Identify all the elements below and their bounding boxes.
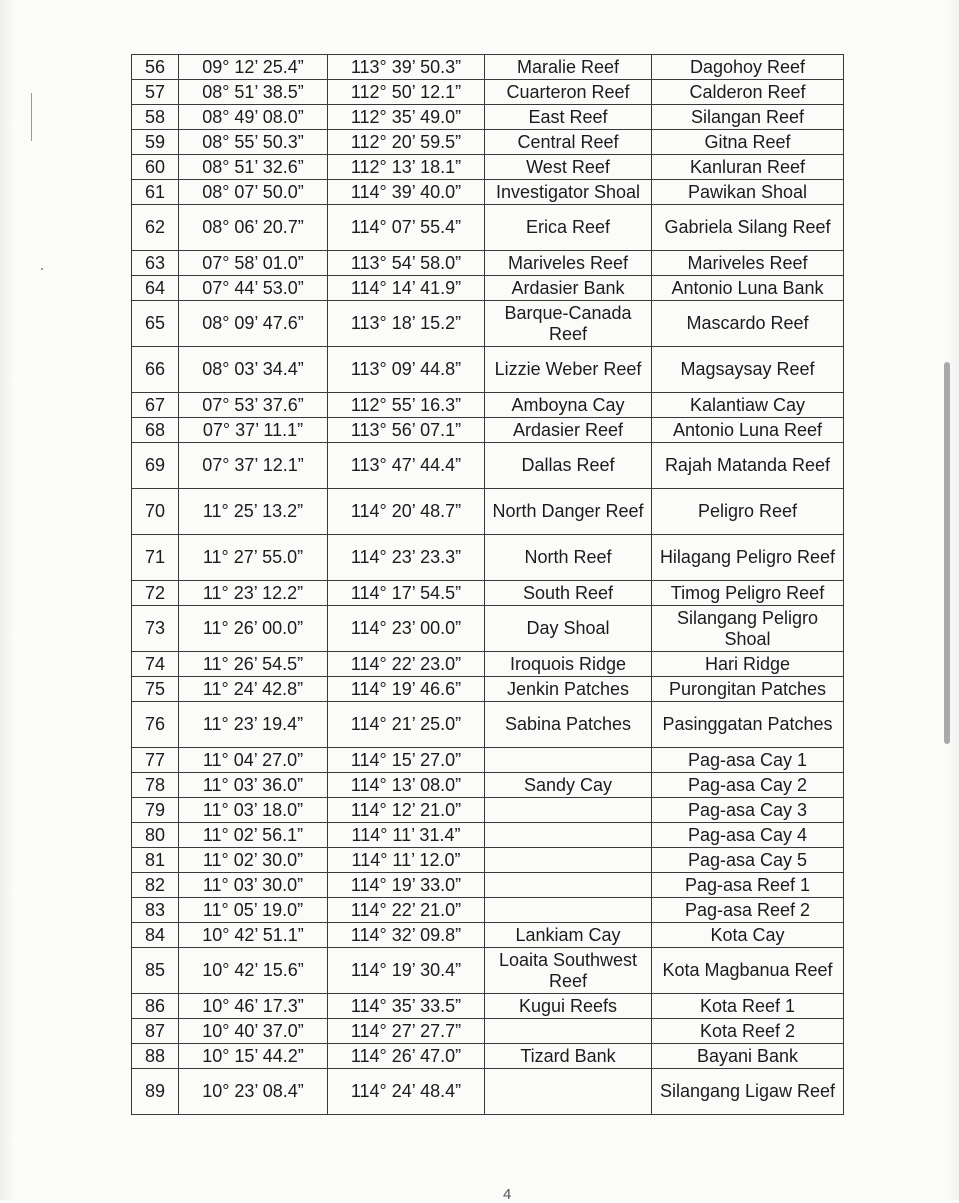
international-name-cell <box>485 898 652 923</box>
row-number: 70 <box>132 489 179 535</box>
philippine-name-cell: Mariveles Reef <box>652 251 844 276</box>
philippine-name-cell: Bayani Bank <box>652 1044 844 1069</box>
latitude-cell: 10° 40’ 37.0” <box>179 1019 328 1044</box>
international-name-cell: Barque-Canada Reef <box>485 301 652 347</box>
latitude-cell: 10° 46’ 17.3” <box>179 994 328 1019</box>
table-row <box>132 823 844 848</box>
longitude-cell: 114° 07’ 55.4” <box>328 205 485 251</box>
international-name-cell: Lankiam Cay <box>485 923 652 948</box>
page-number: 4 <box>503 1186 512 1203</box>
latitude-cell: 11° 24’ 42.8” <box>179 677 328 702</box>
row-number: 64 <box>132 276 179 301</box>
table-row <box>132 393 844 418</box>
international-name-cell: Ardasier Bank <box>485 276 652 301</box>
philippine-name-cell: Hilagang Peligro Reef <box>652 535 844 581</box>
international-name-cell: Day Shoal <box>485 606 652 652</box>
latitude-cell: 07° 37’ 11.1” <box>179 418 328 443</box>
table-row <box>132 848 844 873</box>
international-name-cell <box>485 748 652 773</box>
international-name-cell <box>485 798 652 823</box>
row-number: 56 <box>132 55 179 80</box>
table-row <box>132 443 844 489</box>
row-number: 88 <box>132 1044 179 1069</box>
latitude-cell: 11° 03’ 36.0” <box>179 773 328 798</box>
row-number: 63 <box>132 251 179 276</box>
longitude-cell: 112° 20’ 59.5” <box>328 130 485 155</box>
row-number: 59 <box>132 130 179 155</box>
international-name-cell: Investigator Shoal <box>485 180 652 205</box>
table-row <box>132 180 844 205</box>
latitude-cell: 08° 55’ 50.3” <box>179 130 328 155</box>
row-number: 89 <box>132 1069 179 1115</box>
international-name-cell: Kugui Reefs <box>485 994 652 1019</box>
table-row <box>132 1019 844 1044</box>
philippine-name-cell: Kota Cay <box>652 923 844 948</box>
table-row <box>132 923 844 948</box>
longitude-cell: 114° 23’ 00.0” <box>328 606 485 652</box>
table-row <box>132 535 844 581</box>
longitude-cell: 114° 35’ 33.5” <box>328 994 485 1019</box>
table-row <box>132 798 844 823</box>
latitude-cell: 11° 25’ 13.2” <box>179 489 328 535</box>
table-row <box>132 1069 844 1115</box>
row-number: 83 <box>132 898 179 923</box>
row-number: 82 <box>132 873 179 898</box>
international-name-cell: Loaita Southwest Reef <box>485 948 652 994</box>
row-number: 67 <box>132 393 179 418</box>
longitude-cell: 114° 32’ 09.8” <box>328 923 485 948</box>
row-number: 79 <box>132 798 179 823</box>
latitude-cell: 08° 49’ 08.0” <box>179 105 328 130</box>
table-row <box>132 873 844 898</box>
philippine-name-cell: Peligro Reef <box>652 489 844 535</box>
philippine-name-cell: Pag-asa Reef 1 <box>652 873 844 898</box>
international-name-cell: Amboyna Cay <box>485 393 652 418</box>
longitude-cell: 113° 47’ 44.4” <box>328 443 485 489</box>
latitude-cell: 08° 07’ 50.0” <box>179 180 328 205</box>
latitude-cell: 07° 37’ 12.1” <box>179 443 328 489</box>
international-name-cell <box>485 1069 652 1115</box>
philippine-name-cell: Antonio Luna Bank <box>652 276 844 301</box>
row-number: 78 <box>132 773 179 798</box>
row-number: 81 <box>132 848 179 873</box>
latitude-cell: 07° 44’ 53.0” <box>179 276 328 301</box>
philippine-name-cell: Antonio Luna Reef <box>652 418 844 443</box>
table-row <box>132 948 844 994</box>
international-name-cell: South Reef <box>485 581 652 606</box>
table-row <box>132 130 844 155</box>
table-row <box>132 251 844 276</box>
philippine-name-cell: Pag-asa Cay 1 <box>652 748 844 773</box>
longitude-cell: 113° 18’ 15.2” <box>328 301 485 347</box>
longitude-cell: 114° 17’ 54.5” <box>328 581 485 606</box>
longitude-cell: 114° 39’ 40.0” <box>328 180 485 205</box>
international-name-cell: Mariveles Reef <box>485 251 652 276</box>
philippine-name-cell: Gitna Reef <box>652 130 844 155</box>
longitude-cell: 114° 19’ 46.6” <box>328 677 485 702</box>
international-name-cell <box>485 848 652 873</box>
row-number: 65 <box>132 301 179 347</box>
longitude-cell: 114° 12’ 21.0” <box>328 798 485 823</box>
latitude-cell: 11° 02’ 30.0” <box>179 848 328 873</box>
row-number: 62 <box>132 205 179 251</box>
philippine-name-cell: Pag-asa Reef 2 <box>652 898 844 923</box>
philippine-name-cell: Kota Magbanua Reef <box>652 948 844 994</box>
philippine-name-cell: Hari Ridge <box>652 652 844 677</box>
philippine-name-cell: Gabriela Silang Reef <box>652 205 844 251</box>
philippine-name-cell: Timog Peligro Reef <box>652 581 844 606</box>
latitude-cell: 10° 15’ 44.2” <box>179 1044 328 1069</box>
longitude-cell: 114° 11’ 31.4” <box>328 823 485 848</box>
international-name-cell: East Reef <box>485 105 652 130</box>
longitude-cell: 112° 35’ 49.0” <box>328 105 485 130</box>
latitude-cell: 11° 02’ 56.1” <box>179 823 328 848</box>
row-number: 60 <box>132 155 179 180</box>
table-row <box>132 55 844 80</box>
row-number: 77 <box>132 748 179 773</box>
row-number: 69 <box>132 443 179 489</box>
longitude-cell: 114° 19’ 33.0” <box>328 873 485 898</box>
longitude-cell: 114° 26’ 47.0” <box>328 1044 485 1069</box>
table-row <box>132 773 844 798</box>
row-number: 76 <box>132 702 179 748</box>
international-name-cell: Erica Reef <box>485 205 652 251</box>
philippine-name-cell: Pasinggatan Patches <box>652 702 844 748</box>
table-row <box>132 347 844 393</box>
philippine-name-cell: Pag-asa Cay 4 <box>652 823 844 848</box>
latitude-cell: 08° 09’ 47.6” <box>179 301 328 347</box>
table-row <box>132 276 844 301</box>
row-number: 72 <box>132 581 179 606</box>
philippine-name-cell: Silangang Peligro Shoal <box>652 606 844 652</box>
table-row <box>132 155 844 180</box>
vertical-scrollbar[interactable] <box>944 362 950 744</box>
philippine-name-cell: Pag-asa Cay 3 <box>652 798 844 823</box>
table-row <box>132 301 844 347</box>
international-name-cell: Central Reef <box>485 130 652 155</box>
row-number: 57 <box>132 80 179 105</box>
philippine-name-cell: Rajah Matanda Reef <box>652 443 844 489</box>
international-name-cell <box>485 873 652 898</box>
row-number: 71 <box>132 535 179 581</box>
latitude-cell: 11° 03’ 30.0” <box>179 873 328 898</box>
international-name-cell <box>485 823 652 848</box>
table-row <box>132 898 844 923</box>
philippine-name-cell: Kota Reef 1 <box>652 994 844 1019</box>
table-row <box>132 581 844 606</box>
international-name-cell: North Danger Reef <box>485 489 652 535</box>
latitude-cell: 11° 23’ 12.2” <box>179 581 328 606</box>
latitude-cell: 07° 53’ 37.6” <box>179 393 328 418</box>
philippine-name-cell: Silangan Reef <box>652 105 844 130</box>
latitude-cell: 08° 03’ 34.4” <box>179 347 328 393</box>
scan-edge-dot <box>41 268 43 270</box>
table-row <box>132 105 844 130</box>
longitude-cell: 113° 09’ 44.8” <box>328 347 485 393</box>
table-row <box>132 652 844 677</box>
international-name-cell: Sabina Patches <box>485 702 652 748</box>
philippine-name-cell: Purongitan Patches <box>652 677 844 702</box>
longitude-cell: 114° 24’ 48.4” <box>328 1069 485 1115</box>
international-name-cell: Maralie Reef <box>485 55 652 80</box>
row-number: 73 <box>132 606 179 652</box>
latitude-cell: 07° 58’ 01.0” <box>179 251 328 276</box>
international-name-cell: Cuarteron Reef <box>485 80 652 105</box>
longitude-cell: 113° 54’ 58.0” <box>328 251 485 276</box>
international-name-cell: Lizzie Weber Reef <box>485 347 652 393</box>
row-number: 58 <box>132 105 179 130</box>
latitude-cell: 08° 51’ 38.5” <box>179 80 328 105</box>
international-name-cell: Ardasier Reef <box>485 418 652 443</box>
latitude-cell: 11° 04’ 27.0” <box>179 748 328 773</box>
longitude-cell: 112° 55’ 16.3” <box>328 393 485 418</box>
international-name-cell <box>485 1019 652 1044</box>
table-row <box>132 205 844 251</box>
latitude-cell: 11° 05’ 19.0” <box>179 898 328 923</box>
longitude-cell: 112° 50’ 12.1” <box>328 80 485 105</box>
longitude-cell: 114° 22’ 23.0” <box>328 652 485 677</box>
international-name-cell: North Reef <box>485 535 652 581</box>
table-row <box>132 606 844 652</box>
longitude-cell: 114° 20’ 48.7” <box>328 489 485 535</box>
longitude-cell: 114° 14’ 41.9” <box>328 276 485 301</box>
scan-edge-mark <box>31 93 32 141</box>
row-number: 75 <box>132 677 179 702</box>
longitude-cell: 114° 13’ 08.0” <box>328 773 485 798</box>
longitude-cell: 114° 19’ 30.4” <box>328 948 485 994</box>
philippine-name-cell: Kanluran Reef <box>652 155 844 180</box>
row-number: 87 <box>132 1019 179 1044</box>
row-number: 68 <box>132 418 179 443</box>
latitude-cell: 11° 03’ 18.0” <box>179 798 328 823</box>
philippine-name-cell: Mascardo Reef <box>652 301 844 347</box>
table-row <box>132 702 844 748</box>
longitude-cell: 114° 27’ 27.7” <box>328 1019 485 1044</box>
latitude-cell: 11° 26’ 54.5” <box>179 652 328 677</box>
longitude-cell: 113° 56’ 07.1” <box>328 418 485 443</box>
row-number: 74 <box>132 652 179 677</box>
table-row <box>132 489 844 535</box>
international-name-cell: Sandy Cay <box>485 773 652 798</box>
longitude-cell: 114° 22’ 21.0” <box>328 898 485 923</box>
row-number: 66 <box>132 347 179 393</box>
table-row <box>132 677 844 702</box>
latitude-cell: 11° 26’ 00.0” <box>179 606 328 652</box>
latitude-cell: 10° 42’ 15.6” <box>179 948 328 994</box>
row-number: 86 <box>132 994 179 1019</box>
row-number: 84 <box>132 923 179 948</box>
latitude-cell: 11° 23’ 19.4” <box>179 702 328 748</box>
latitude-cell: 09° 12’ 25.4” <box>179 55 328 80</box>
international-name-cell: Tizard Bank <box>485 1044 652 1069</box>
longitude-cell: 114° 23’ 23.3” <box>328 535 485 581</box>
latitude-cell: 08° 51’ 32.6” <box>179 155 328 180</box>
row-number: 85 <box>132 948 179 994</box>
international-name-cell: West Reef <box>485 155 652 180</box>
table-row <box>132 994 844 1019</box>
philippine-name-cell: Pag-asa Cay 5 <box>652 848 844 873</box>
latitude-cell: 10° 23’ 08.4” <box>179 1069 328 1115</box>
reef-coordinates-table <box>131 54 844 1115</box>
philippine-name-cell: Pag-asa Cay 2 <box>652 773 844 798</box>
international-name-cell: Dallas Reef <box>485 443 652 489</box>
philippine-name-cell: Silangang Ligaw Reef <box>652 1069 844 1115</box>
row-number: 80 <box>132 823 179 848</box>
longitude-cell: 114° 21’ 25.0” <box>328 702 485 748</box>
philippine-name-cell: Kalantiaw Cay <box>652 393 844 418</box>
table-row <box>132 748 844 773</box>
longitude-cell: 112° 13’ 18.1” <box>328 155 485 180</box>
philippine-name-cell: Pawikan Shoal <box>652 180 844 205</box>
philippine-name-cell: Calderon Reef <box>652 80 844 105</box>
international-name-cell: Jenkin Patches <box>485 677 652 702</box>
table-body <box>132 55 844 1115</box>
philippine-name-cell: Dagohoy Reef <box>652 55 844 80</box>
latitude-cell: 10° 42’ 51.1” <box>179 923 328 948</box>
philippine-name-cell: Magsaysay Reef <box>652 347 844 393</box>
table-row <box>132 80 844 105</box>
latitude-cell: 08° 06’ 20.7” <box>179 205 328 251</box>
international-name-cell: Iroquois Ridge <box>485 652 652 677</box>
longitude-cell: 114° 15’ 27.0” <box>328 748 485 773</box>
row-number: 61 <box>132 180 179 205</box>
longitude-cell: 114° 11’ 12.0” <box>328 848 485 873</box>
table-row <box>132 418 844 443</box>
longitude-cell: 113° 39’ 50.3” <box>328 55 485 80</box>
latitude-cell: 11° 27’ 55.0” <box>179 535 328 581</box>
philippine-name-cell: Kota Reef 2 <box>652 1019 844 1044</box>
table-row <box>132 1044 844 1069</box>
